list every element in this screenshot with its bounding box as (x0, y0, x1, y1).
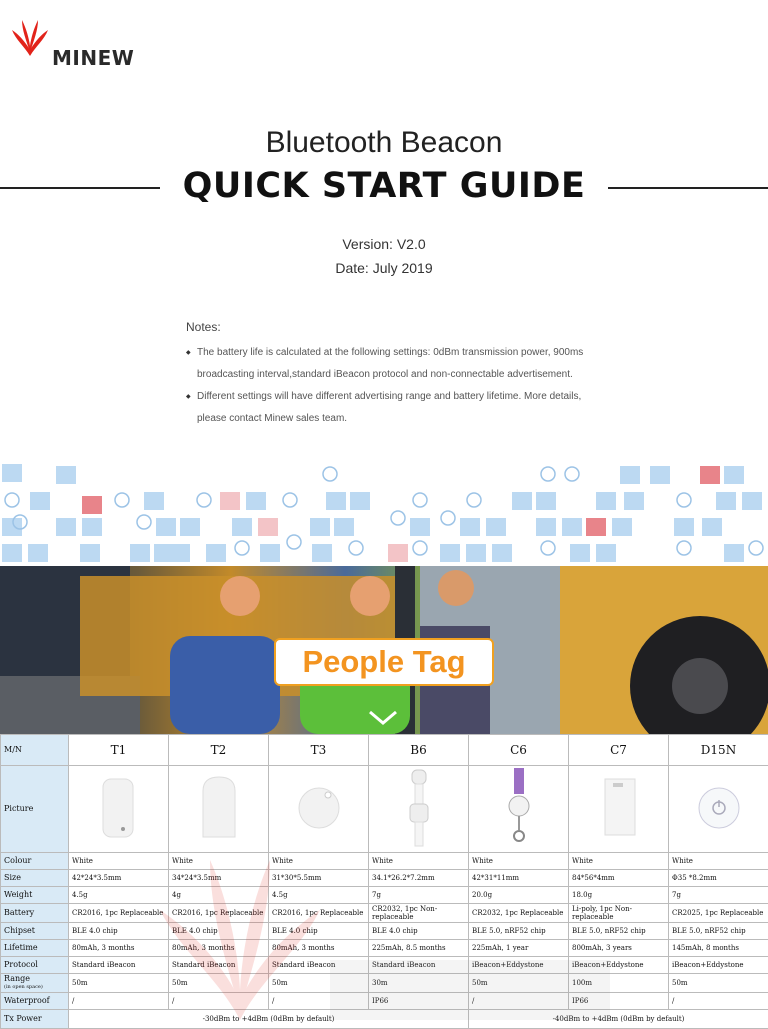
pattern-square (570, 544, 590, 562)
table-cell: / (169, 993, 269, 1010)
product-image-c6 (469, 766, 569, 853)
pattern-outline-icon (391, 511, 405, 525)
pattern-outline-icon (413, 493, 427, 507)
note-item: ◆ The battery life is calculated at the following settings: 0dBm transmission power, 900ms broadcasting interval,standard iBeacon protocol and non-connectable advertisement. (186, 342, 596, 386)
table-cell: CR2016, 1pc Replaceable (69, 904, 169, 923)
spec-table (0, 734, 768, 1029)
pattern-square (536, 492, 556, 510)
decorative-icon-pattern (0, 462, 768, 566)
pattern-square (612, 518, 632, 536)
pattern-square (310, 518, 330, 536)
pattern-square (80, 544, 100, 562)
pattern-square (156, 518, 176, 536)
table-cell: BLE 4.0 chip (169, 923, 269, 940)
table-cell: / (469, 993, 569, 1010)
table-cell: IP66 (569, 993, 669, 1010)
row-label (1, 870, 69, 887)
table-cell: 50m (69, 974, 169, 993)
row-label-text: Lifetime (4, 943, 38, 952)
table-cell: 18.0g (569, 887, 669, 904)
model-label: M/N (1, 735, 69, 766)
pattern-outline-icon (235, 541, 249, 555)
hero-photo (0, 566, 768, 734)
pattern-square (56, 466, 76, 484)
minew-logo (10, 16, 130, 68)
model-cell: C6 (469, 735, 569, 766)
cover-title-row (0, 166, 768, 210)
table-cell: Standard iBeacon (369, 957, 469, 974)
pattern-outline-icon (565, 467, 579, 481)
table-cell: 145mAh, 8 months (669, 940, 768, 957)
table-cell: 34*24*3.5mm (169, 870, 269, 887)
pattern-square (724, 544, 744, 562)
table-row (1, 993, 768, 1010)
model-cell: C7 (569, 735, 669, 766)
pattern-square (724, 466, 744, 484)
table-row-pictures (1, 766, 768, 853)
pattern-square (246, 492, 266, 510)
pattern-square (2, 464, 22, 482)
table-row (1, 923, 768, 940)
model-cell: D15N (669, 735, 768, 766)
table-cell: BLE 5.0, nRF52 chip (569, 923, 669, 940)
table-cell: 34.1*26.2*7.2mm (369, 870, 469, 887)
table-cell: IP66 (369, 993, 469, 1010)
pattern-outline-icon (677, 541, 691, 555)
table-cell: 20.0g (469, 887, 569, 904)
table-cell: BLE 5.0, nRF52 chip (469, 923, 569, 940)
tx-power-value-left: -30dBm to +4dBm (0dBm by default) (69, 1010, 469, 1029)
pattern-outline-icon (467, 493, 481, 507)
pattern-outline-icon (283, 493, 297, 507)
table-cell: BLE 4.0 chip (369, 923, 469, 940)
table-cell: White (669, 853, 768, 870)
table-row (1, 887, 768, 904)
model-cell: T2 (169, 735, 269, 766)
tx-power-value-right: -40dBm to +4dBm (0dBm by default) (469, 1010, 768, 1029)
pattern-outline-icon (413, 541, 427, 555)
table-cell: 7g (669, 887, 768, 904)
table-cell: 80mAh, 3 months (69, 940, 169, 957)
table-cell: iBeacon+Eddystone (469, 957, 569, 974)
row-label-text: Protocol (4, 960, 38, 969)
row-label (1, 993, 69, 1010)
minew-logo-icon (10, 16, 50, 58)
pattern-outline-icon (197, 493, 211, 507)
table-cell: 800mAh, 3 years (569, 940, 669, 957)
product-image-b6 (369, 766, 469, 853)
pattern-square (144, 492, 164, 510)
pattern-square (410, 518, 430, 536)
table-cell: BLE 4.0 chip (269, 923, 369, 940)
table-cell: 7g (369, 887, 469, 904)
pattern-outline-icon (115, 493, 129, 507)
pattern-outline-icon (5, 493, 19, 507)
pattern-square (492, 544, 512, 562)
table-row (1, 940, 768, 957)
table-cell: CR2032, 1pc Replaceable (469, 904, 569, 923)
table-cell: White (569, 853, 669, 870)
row-label (1, 974, 69, 993)
pattern-square (624, 492, 644, 510)
row-label-text: Battery (4, 908, 34, 917)
cover-subtitle: Bluetooth Beacon (0, 126, 768, 160)
table-cell: CR2025, 1pc Replaceable (669, 904, 768, 923)
pattern-square (674, 518, 694, 536)
brand-name: MINEW (52, 46, 134, 70)
picture-label: Picture (1, 766, 69, 853)
pattern-square (440, 544, 460, 562)
pattern-square (28, 544, 48, 562)
table-cell: White (69, 853, 169, 870)
table-cell: 50m (669, 974, 768, 993)
version-text: Version: V2.0 (0, 236, 768, 252)
pattern-square (260, 544, 280, 562)
pattern-square (2, 544, 22, 562)
row-label-text: Size (4, 873, 21, 882)
table-cell: 4.5g (269, 887, 369, 904)
table-cell: 31*30*5.5mm (269, 870, 369, 887)
row-label (1, 923, 69, 940)
note-item: ◆ Different settings will have different advertising range and battery lifetime. More details, please contact Minew sales team. (186, 386, 596, 430)
pattern-outline-icon (749, 541, 763, 555)
pattern-outline-icon (137, 515, 151, 529)
pattern-square (82, 518, 102, 536)
table-cell: CR2032, 1pc Non-replaceable (369, 904, 469, 923)
row-label-text: Range (4, 974, 30, 983)
pattern-square (30, 492, 50, 510)
pattern-square (650, 466, 670, 484)
pattern-square (460, 518, 480, 536)
table-cell: 42*24*3.5mm (69, 870, 169, 887)
table-cell: CR2016, 1pc Replaceable (169, 904, 269, 923)
pattern-square (716, 492, 736, 510)
table-cell: / (269, 993, 369, 1010)
pattern-square (56, 518, 76, 536)
model-cell: T1 (69, 735, 169, 766)
table-cell: 30m (369, 974, 469, 993)
table-cell: / (69, 993, 169, 1010)
table-cell: BLE 5.0, nRF52 chip (669, 923, 768, 940)
row-label-text: Weight (4, 890, 32, 899)
table-cell: 42*31*11mm (469, 870, 569, 887)
table-cell: CR2016, 1pc Replaceable (269, 904, 369, 923)
notes-heading: Notes: (186, 320, 596, 334)
row-label (1, 940, 69, 957)
pattern-square (170, 544, 190, 562)
model-cell: B6 (369, 735, 469, 766)
table-row-models (1, 735, 768, 766)
pattern-square (206, 544, 226, 562)
table-cell: White (269, 853, 369, 870)
row-label-text: Waterproof (4, 996, 50, 1005)
pattern-outline-icon (287, 535, 301, 549)
pattern-square (620, 466, 640, 484)
table-cell: 50m (469, 974, 569, 993)
pattern-outline-icon (541, 467, 555, 481)
product-image-d15n (669, 766, 768, 853)
table-row (1, 853, 768, 870)
pattern-square (232, 518, 252, 536)
pattern-square (536, 518, 556, 536)
pattern-outline-icon (441, 511, 455, 525)
tx-power-label: Tx Power (1, 1010, 69, 1029)
pattern-square (326, 492, 346, 510)
table-row (1, 904, 768, 923)
table-cell: iBeacon+Eddystone (569, 957, 669, 974)
table-cell: White (469, 853, 569, 870)
pattern-outline-icon (323, 467, 337, 481)
notes-section (186, 320, 596, 430)
table-cell: White (169, 853, 269, 870)
row-label-text: Colour (4, 856, 31, 865)
pattern-square (258, 518, 278, 536)
pattern-square (702, 518, 722, 536)
pattern-square (700, 466, 720, 484)
table-cell: Standard iBeacon (169, 957, 269, 974)
table-cell: iBeacon+Eddystone (669, 957, 768, 974)
table-cell: Standard iBeacon (69, 957, 169, 974)
pattern-outline-icon (677, 493, 691, 507)
product-image-t3 (269, 766, 369, 853)
pattern-square (388, 544, 408, 562)
pattern-square (586, 518, 606, 536)
table-cell: Li-poly, 1pc Non-replaceable (569, 904, 669, 923)
table-cell: 84*56*4mm (569, 870, 669, 887)
pattern-square (596, 544, 616, 562)
product-image-c7 (569, 766, 669, 853)
table-cell: 50m (269, 974, 369, 993)
row-label (1, 887, 69, 904)
pattern-square (742, 492, 762, 510)
table-cell: 80mAh, 3 months (269, 940, 369, 957)
row-label (1, 957, 69, 974)
table-cell: BLE 4.0 chip (69, 923, 169, 940)
pattern-square (562, 518, 582, 536)
pattern-square (486, 518, 506, 536)
date-text: Date: July 2019 (0, 260, 768, 276)
pattern-square (130, 544, 150, 562)
pattern-square (350, 492, 370, 510)
row-label-subtext: (in open space) (4, 983, 65, 991)
table-row (1, 974, 768, 993)
table-cell: White (369, 853, 469, 870)
table-cell: 100m (569, 974, 669, 993)
pattern-square (312, 544, 332, 562)
people-tag-badge (274, 638, 494, 686)
table-cell: 80mAh, 3 months (169, 940, 269, 957)
pattern-square (466, 544, 486, 562)
pattern-outline-icon (541, 541, 555, 555)
table-cell: 225mAh, 1 year (469, 940, 569, 957)
pattern-square (180, 518, 200, 536)
model-cell: T3 (269, 735, 369, 766)
table-cell: 4.5g (69, 887, 169, 904)
pattern-square (82, 496, 102, 514)
table-cell: / (669, 993, 768, 1010)
table-cell: 50m (169, 974, 269, 993)
people-tag-label: People Tag (302, 644, 465, 679)
pattern-square (512, 492, 532, 510)
product-image-t2 (169, 766, 269, 853)
product-image-t1 (69, 766, 169, 853)
row-label (1, 904, 69, 923)
table-row-tx-power (1, 1010, 768, 1029)
table-cell: 225mAh, 8.5 months (369, 940, 469, 957)
pattern-outline-icon (349, 541, 363, 555)
row-label (1, 853, 69, 870)
pattern-square (2, 518, 22, 536)
table-row (1, 957, 768, 974)
table-cell: Standard iBeacon (269, 957, 369, 974)
table-cell: Φ35 *8.2mm (669, 870, 768, 887)
table-cell: 4g (169, 887, 269, 904)
row-label-text: Chipset (4, 926, 35, 935)
pattern-square (334, 518, 354, 536)
pattern-square (220, 492, 240, 510)
cover-title: QUICK START GUIDE (0, 166, 768, 206)
pattern-square (596, 492, 616, 510)
table-row (1, 870, 768, 887)
